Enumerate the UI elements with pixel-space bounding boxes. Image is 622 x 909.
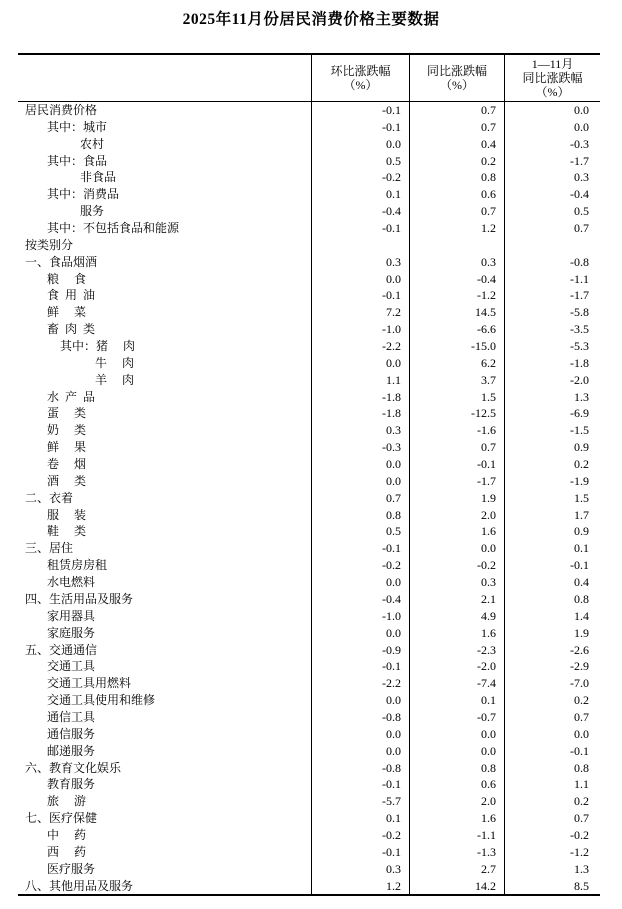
mom-value-cell: -2.2: [312, 338, 410, 355]
row-label-cell: 教育服务: [18, 776, 312, 793]
table-row: [18, 237, 600, 254]
row-label-cell: 旅 游: [18, 793, 312, 810]
table-row: [18, 709, 600, 726]
mom-value-cell: 0.0: [312, 355, 410, 372]
table-row: [18, 456, 600, 473]
row-label-cell: 羊 肉: [18, 372, 312, 389]
ytd-value-cell: 1.3: [574, 861, 589, 876]
ytd-value-cell: 1.9: [574, 625, 589, 640]
row-label-cell: 四、生活用品及服务: [18, 591, 312, 608]
row-label-cell: 一、食品烟酒: [18, 254, 312, 271]
column-header-yoy-line1: 同比涨跌幅: [426, 64, 487, 78]
column-header-mom: [312, 55, 410, 101]
table-row: [18, 743, 600, 760]
ytd-value-cell: -6.9: [570, 406, 589, 421]
mom-value-cell: -1.0: [312, 608, 410, 625]
mom-value-cell: 7.2: [312, 304, 410, 321]
yoy-value-cell: 0.8: [410, 760, 505, 777]
yoy-value-cell: 1.5: [410, 389, 505, 406]
yoy-value-cell: 0.6: [410, 186, 505, 203]
column-header-yoy-line2: （%）: [440, 78, 474, 92]
mom-value-cell: -2.2: [312, 675, 410, 692]
mom-value-cell: 1.1: [312, 372, 410, 389]
table-row: [18, 355, 600, 372]
row-label-cell: 其中：城市: [18, 119, 312, 136]
yoy-value-cell: -1.7: [410, 473, 505, 490]
yoy-value-cell: -1.6: [410, 422, 505, 439]
yoy-value-cell: 1.2: [410, 220, 505, 237]
table-row: [18, 591, 600, 608]
table-row: [18, 760, 600, 777]
ytd-value-cell: 1.7: [574, 507, 589, 522]
row-label-cell: 服务: [18, 203, 312, 220]
ytd-value-cell: -0.8: [570, 254, 589, 269]
ytd-value-cell: 1.4: [574, 608, 589, 623]
ytd-value-cell: -2.9: [570, 659, 589, 674]
ytd-value-cell: 0.5: [574, 204, 589, 219]
yoy-value-cell: 3.7: [410, 372, 505, 389]
ytd-value-cell: 0.8: [574, 591, 589, 606]
mom-value-cell: -0.2: [312, 827, 410, 844]
mom-value-cell: 0.3: [312, 254, 410, 271]
yoy-value-cell: 0.7: [410, 439, 505, 456]
mom-value-cell: -0.2: [312, 169, 410, 186]
table-row: [18, 372, 600, 389]
yoy-value-cell: -0.2: [410, 557, 505, 574]
ytd-value-cell: -1.7: [570, 288, 589, 303]
row-label-cell: 食 用 油: [18, 287, 312, 304]
table-row: [18, 692, 600, 709]
mom-value-cell: -0.1: [312, 844, 410, 861]
mom-value-cell: 0.0: [312, 473, 410, 490]
ytd-value-cell: 0.2: [574, 457, 589, 472]
ytd-value-cell: 0.9: [574, 524, 589, 539]
yoy-value-cell: 1.9: [410, 490, 505, 507]
row-label-cell: 其中：不包括食品和能源: [18, 220, 312, 237]
row-label-cell: 牛 肉: [18, 355, 312, 372]
row-label-cell: 七、医疗保健: [18, 810, 312, 827]
mom-value-cell: 0.0: [312, 136, 410, 153]
yoy-value-cell: -15.0: [410, 338, 505, 355]
yoy-value-cell: 1.6: [410, 625, 505, 642]
table-row: [18, 878, 600, 895]
mom-value-cell: 0.0: [312, 726, 410, 743]
yoy-value-cell: 1.6: [410, 523, 505, 540]
mom-value-cell: 0.3: [312, 422, 410, 439]
row-label-cell: 六、教育文化娱乐: [18, 760, 312, 777]
mom-value-cell: -0.1: [312, 658, 410, 675]
header-label-column: [18, 55, 312, 101]
yoy-value-cell: 0.0: [410, 743, 505, 760]
ytd-value-cell: -2.0: [570, 372, 589, 387]
row-label-cell: 服 装: [18, 507, 312, 524]
ytd-value-cell: -5.8: [570, 305, 589, 320]
mom-value-cell: 0.0: [312, 625, 410, 642]
mom-value-cell: 1.2: [312, 878, 410, 895]
row-label-cell: 医疗服务: [18, 861, 312, 878]
mom-value-cell: 0.5: [312, 153, 410, 170]
ytd-value-cell: -0.4: [570, 187, 589, 202]
yoy-value-cell: 0.7: [410, 119, 505, 136]
table-row: [18, 490, 600, 507]
yoy-value-cell: -1.2: [410, 287, 505, 304]
table-row: [18, 827, 600, 844]
mom-value-cell: -0.1: [312, 119, 410, 136]
row-label-cell: 农村: [18, 136, 312, 153]
table-row: [18, 523, 600, 540]
ytd-value-cell: -3.5: [570, 322, 589, 337]
table-row: [18, 776, 600, 793]
table-row: [18, 861, 600, 878]
table-row: [18, 287, 600, 304]
ytd-value-cell: 0.4: [574, 575, 589, 590]
column-header-ytd-line2: 同比涨跌幅: [522, 71, 583, 85]
yoy-value-cell: -1.1: [410, 827, 505, 844]
table-row: [18, 726, 600, 743]
yoy-value-cell: 0.2: [410, 153, 505, 170]
yoy-value-cell: -0.1: [410, 456, 505, 473]
row-label-cell: 其中：消费品: [18, 186, 312, 203]
column-header-ytd: [505, 55, 600, 101]
row-label-cell: 卷 烟: [18, 456, 312, 473]
yoy-value-cell: -0.4: [410, 271, 505, 288]
table-row: [18, 304, 600, 321]
row-label-cell: 三、居住: [18, 540, 312, 557]
yoy-value-cell: 2.0: [410, 507, 505, 524]
yoy-value-cell: 2.0: [410, 793, 505, 810]
ytd-value-cell: 0.0: [574, 119, 589, 134]
row-label-cell: 畜 肉 类: [18, 321, 312, 338]
table-row: [18, 338, 600, 355]
table-row: [18, 271, 600, 288]
row-label-cell: 交通工具用燃料: [18, 675, 312, 692]
column-header-ytd-line3: （%）: [535, 85, 570, 99]
row-label-cell: 租赁房房租: [18, 557, 312, 574]
row-label-cell: 交通工具使用和维修: [18, 692, 312, 709]
ytd-value-cell: 0.2: [574, 794, 589, 809]
yoy-value-cell: 0.1: [410, 692, 505, 709]
row-label-cell: 鞋 类: [18, 523, 312, 540]
mom-value-cell: -0.1: [312, 287, 410, 304]
column-header-yoy: [410, 55, 505, 101]
table-row: [18, 574, 600, 591]
table-row: [18, 169, 600, 186]
row-label-cell: 中 药: [18, 827, 312, 844]
row-label-cell: 鲜 菜: [18, 304, 312, 321]
table-body: [18, 102, 600, 894]
row-label-cell: 邮递服务: [18, 743, 312, 760]
row-label-cell: 其中：食品: [18, 153, 312, 170]
mom-value-cell: [312, 237, 410, 254]
mom-value-cell: -0.9: [312, 642, 410, 659]
yoy-value-cell: 4.9: [410, 608, 505, 625]
mom-value-cell: 0.5: [312, 523, 410, 540]
yoy-value-cell: -6.6: [410, 321, 505, 338]
row-label-cell: 非食品: [18, 169, 312, 186]
ytd-value-cell: 1.5: [574, 490, 589, 505]
yoy-value-cell: 2.7: [410, 861, 505, 878]
table-row: [18, 625, 600, 642]
yoy-value-cell: -0.7: [410, 709, 505, 726]
mom-value-cell: 0.0: [312, 456, 410, 473]
mom-value-cell: -1.8: [312, 389, 410, 406]
row-label-cell: 家庭服务: [18, 625, 312, 642]
mom-value-cell: -0.8: [312, 709, 410, 726]
ytd-value-cell: -1.9: [570, 473, 589, 488]
table-header-row: [18, 55, 600, 102]
column-header-mom-line2: （%）: [343, 78, 378, 92]
row-label-cell: 水 产 品: [18, 389, 312, 406]
table-row: [18, 389, 600, 406]
table-row: [18, 608, 600, 625]
mom-value-cell: 0.1: [312, 810, 410, 827]
ytd-value-cell: -2.6: [570, 642, 589, 657]
mom-value-cell: -0.1: [312, 220, 410, 237]
table-row: [18, 844, 600, 861]
ytd-value-cell: 0.9: [574, 440, 589, 455]
table-row: [18, 186, 600, 203]
mom-value-cell: -0.1: [312, 540, 410, 557]
row-label-cell: 交通工具: [18, 658, 312, 675]
cpi-data-table: [18, 53, 600, 896]
table-row: [18, 557, 600, 574]
table-row: [18, 675, 600, 692]
row-label-cell: 通信服务: [18, 726, 312, 743]
mom-value-cell: -0.8: [312, 760, 410, 777]
mom-value-cell: -0.1: [312, 102, 410, 119]
mom-value-cell: 0.0: [312, 692, 410, 709]
row-label-cell: 二、衣着: [18, 490, 312, 507]
ytd-value-cell: 0.2: [574, 693, 589, 708]
table-row: [18, 220, 600, 237]
yoy-value-cell: 14.2: [410, 878, 505, 895]
yoy-value-cell: 0.0: [410, 726, 505, 743]
mom-value-cell: 0.3: [312, 861, 410, 878]
row-label-cell: 西 药: [18, 844, 312, 861]
mom-value-cell: 0.8: [312, 507, 410, 524]
yoy-value-cell: 0.4: [410, 136, 505, 153]
yoy-value-cell: 0.6: [410, 776, 505, 793]
table-row: [18, 507, 600, 524]
ytd-value-cell: -1.5: [570, 423, 589, 438]
yoy-value-cell: -2.3: [410, 642, 505, 659]
ytd-value-cell: -0.3: [570, 136, 589, 151]
table-row: [18, 810, 600, 827]
ytd-value-cell: 1.3: [574, 389, 589, 404]
ytd-value-cell: 0.3: [574, 170, 589, 185]
page-title: 2025年11月份居民消费价格主要数据: [182, 11, 440, 28]
row-label-cell: 五、交通通信: [18, 642, 312, 659]
table-row: [18, 540, 600, 557]
ytd-value-cell: 1.1: [574, 777, 589, 792]
ytd-value-cell: -0.1: [570, 558, 589, 573]
table-row: [18, 321, 600, 338]
ytd-value-cell: -5.3: [570, 339, 589, 354]
ytd-value-cell: 0.1: [574, 541, 589, 556]
column-header-mom-line1: 环比涨跌幅: [330, 64, 391, 78]
mom-value-cell: 0.0: [312, 743, 410, 760]
mom-value-cell: -0.4: [312, 203, 410, 220]
mom-value-cell: -1.8: [312, 405, 410, 422]
ytd-value-cell: 0.0: [574, 103, 589, 117]
ytd-value-cell: -1.8: [570, 355, 589, 370]
ytd-value-cell: 0.7: [574, 221, 589, 236]
table-row: [18, 642, 600, 659]
table-row: [18, 658, 600, 675]
mom-value-cell: 0.7: [312, 490, 410, 507]
yoy-value-cell: 1.6: [410, 810, 505, 827]
column-header-ytd-line1: 1—11月: [531, 57, 574, 71]
row-label-cell: 粮 食: [18, 271, 312, 288]
ytd-value-cell: 0.7: [574, 811, 589, 826]
table-row: [18, 203, 600, 220]
yoy-value-cell: 0.0: [410, 540, 505, 557]
yoy-value-cell: 0.3: [410, 254, 505, 271]
ytd-value-cell: 0.7: [574, 709, 589, 724]
table-row: [18, 153, 600, 170]
row-label-cell: 居民消费价格: [18, 102, 312, 119]
ytd-value-cell: -1.7: [570, 153, 589, 168]
mom-value-cell: 0.0: [312, 574, 410, 591]
yoy-value-cell: 0.3: [410, 574, 505, 591]
mom-value-cell: -0.1: [312, 776, 410, 793]
yoy-value-cell: -1.3: [410, 844, 505, 861]
mom-value-cell: 0.0: [312, 271, 410, 288]
ytd-value-cell: -1.2: [570, 844, 589, 859]
yoy-value-cell: -7.4: [410, 675, 505, 692]
mom-value-cell: -0.3: [312, 439, 410, 456]
ytd-value-cell: 8.5: [574, 878, 589, 893]
ytd-value-cell: [505, 237, 600, 254]
table-row: [18, 793, 600, 810]
yoy-value-cell: 0.7: [410, 102, 505, 119]
yoy-value-cell: -12.5: [410, 405, 505, 422]
ytd-value-cell: -7.0: [570, 676, 589, 691]
row-label-cell: 酒 类: [18, 473, 312, 490]
ytd-value-cell: -1.1: [570, 271, 589, 286]
yoy-value-cell: -2.0: [410, 658, 505, 675]
table-row: [18, 473, 600, 490]
table-row: [18, 254, 600, 271]
table-row: [18, 136, 600, 153]
mom-value-cell: -0.4: [312, 591, 410, 608]
ytd-value-cell: 0.0: [574, 726, 589, 741]
mom-value-cell: -0.2: [312, 557, 410, 574]
table-row: [18, 439, 600, 456]
row-label-cell: 蛋 类: [18, 405, 312, 422]
row-label-cell: 其中：猪 肉: [18, 338, 312, 355]
ytd-value-cell: -0.1: [570, 743, 589, 758]
mom-value-cell: -1.0: [312, 321, 410, 338]
row-label-cell: 奶 类: [18, 422, 312, 439]
yoy-value-cell: 6.2: [410, 355, 505, 372]
table-row: [18, 405, 600, 422]
yoy-value-cell: 14.5: [410, 304, 505, 321]
row-label-cell: 按类别分: [18, 237, 312, 254]
row-label-cell: 水电燃料: [18, 574, 312, 591]
yoy-value-cell: [410, 237, 505, 254]
table-row: [18, 119, 600, 136]
yoy-value-cell: 2.1: [410, 591, 505, 608]
row-label-cell: 通信工具: [18, 709, 312, 726]
yoy-value-cell: 0.8: [410, 169, 505, 186]
row-label-cell: 鲜 果: [18, 439, 312, 456]
table-row: [18, 422, 600, 439]
table-row: [18, 102, 600, 119]
ytd-value-cell: -0.2: [570, 827, 589, 842]
row-label-cell: 八、其他用品及服务: [18, 878, 312, 895]
mom-value-cell: -5.7: [312, 793, 410, 810]
yoy-value-cell: 0.7: [410, 203, 505, 220]
row-label-cell: 家用器具: [18, 608, 312, 625]
mom-value-cell: 0.1: [312, 186, 410, 203]
ytd-value-cell: 0.8: [574, 760, 589, 775]
